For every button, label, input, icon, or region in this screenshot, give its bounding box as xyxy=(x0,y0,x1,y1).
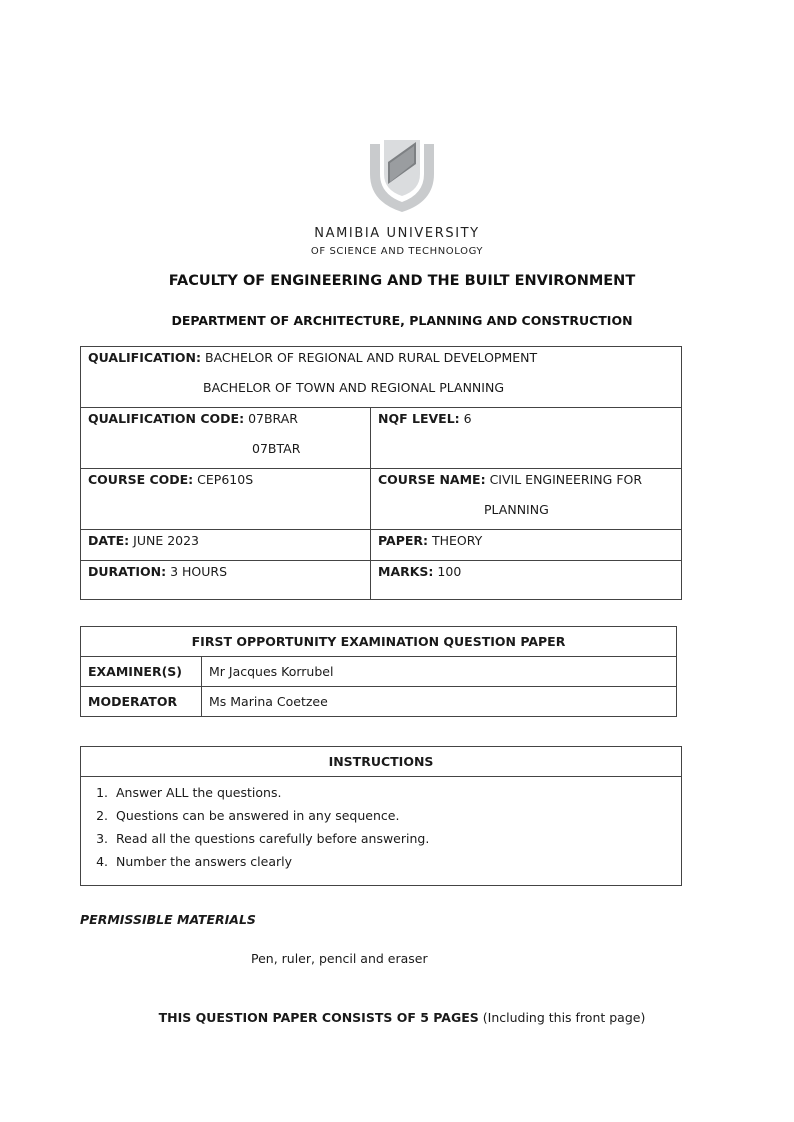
duration-label: DURATION: xyxy=(88,564,167,579)
permissible-materials-title: PERMISSIBLE MATERIALS xyxy=(80,912,256,927)
page-count-note: (Including this front page) xyxy=(482,1010,646,1025)
page-count-bold: THIS QUESTION PAPER CONSISTS OF 5 PAGES xyxy=(158,1010,479,1025)
qualification-code-cell xyxy=(81,408,371,469)
paper-value: THEORY xyxy=(432,533,483,548)
moderator-label: MODERATOR xyxy=(81,687,202,717)
date-value: JUNE 2023 xyxy=(133,533,200,548)
university-shield-logo xyxy=(366,134,438,214)
course-name-label: COURSE NAME: xyxy=(378,472,486,487)
marks-value: 100 xyxy=(437,564,462,579)
nqf-level-cell xyxy=(371,408,682,469)
course-code-value: CEP610S xyxy=(197,472,254,487)
qualification-code-line1: 07BRAR xyxy=(248,411,298,426)
date-label: DATE: xyxy=(88,533,130,548)
exam-details-table xyxy=(80,346,682,600)
instructions-body xyxy=(81,777,682,886)
page-count-statement xyxy=(0,1010,794,1025)
permissible-materials-text: Pen, ruler, pencil and eraser xyxy=(251,951,428,966)
duration-value: 3 HOURS xyxy=(170,564,228,579)
course-code-cell xyxy=(81,469,371,530)
course-name-cell xyxy=(371,469,682,530)
duration-cell xyxy=(81,561,371,600)
moderator-value: Ms Marina Coetzee xyxy=(202,687,677,717)
course-name-line2: PLANNING xyxy=(484,502,549,517)
course-code-label: COURSE CODE: xyxy=(88,472,194,487)
instruction-item: 3. Read all the questions carefully before answering. xyxy=(112,827,674,850)
instructions-table xyxy=(80,746,682,886)
qualification-code-line2: 07BTAR xyxy=(252,441,301,456)
university-subtitle: OF SCIENCE AND TECHNOLOGY xyxy=(310,246,484,257)
examiner-label: EXAMINER(S) xyxy=(81,657,202,687)
exam-paper-title: FIRST OPPORTUNITY EXAMINATION QUESTION PAPER xyxy=(81,627,677,657)
qualification-cell xyxy=(81,347,682,408)
instruction-item: 2. Questions can be answered in any sequence. xyxy=(112,804,674,827)
instruction-item: 4. Number the answers clearly xyxy=(112,850,674,873)
university-name: NAMIBIA UNIVERSITY xyxy=(314,226,480,241)
examiner-value: Mr Jacques Korrubel xyxy=(202,657,677,687)
examiners-table xyxy=(80,626,677,717)
paper-label: PAPER: xyxy=(378,533,429,548)
qualification-label: QUALIFICATION: xyxy=(88,350,202,365)
department-title: DEPARTMENT OF ARCHITECTURE, PLANNING AND CONSTRUCTION xyxy=(171,313,633,328)
faculty-title: FACULTY OF ENGINEERING AND THE BUILT ENVIRONMENT xyxy=(168,273,636,289)
qualification-line2: BACHELOR OF TOWN AND REGIONAL PLANNING xyxy=(203,380,505,395)
date-cell xyxy=(81,530,371,561)
marks-cell xyxy=(371,561,682,600)
qualification-code-label: QUALIFICATION CODE: xyxy=(88,411,245,426)
nqf-level-value: 6 xyxy=(463,411,472,426)
nqf-level-label: NQF LEVEL: xyxy=(378,411,460,426)
marks-label: MARKS: xyxy=(378,564,434,579)
instruction-item: 1. Answer ALL the questions. xyxy=(112,781,674,804)
instructions-list xyxy=(88,781,674,873)
instructions-title: INSTRUCTIONS xyxy=(81,747,682,777)
course-name-line1: CIVIL ENGINEERING FOR xyxy=(489,472,643,487)
paper-cell xyxy=(371,530,682,561)
qualification-line1: BACHELOR OF REGIONAL AND RURAL DEVELOPMENT xyxy=(205,350,538,365)
